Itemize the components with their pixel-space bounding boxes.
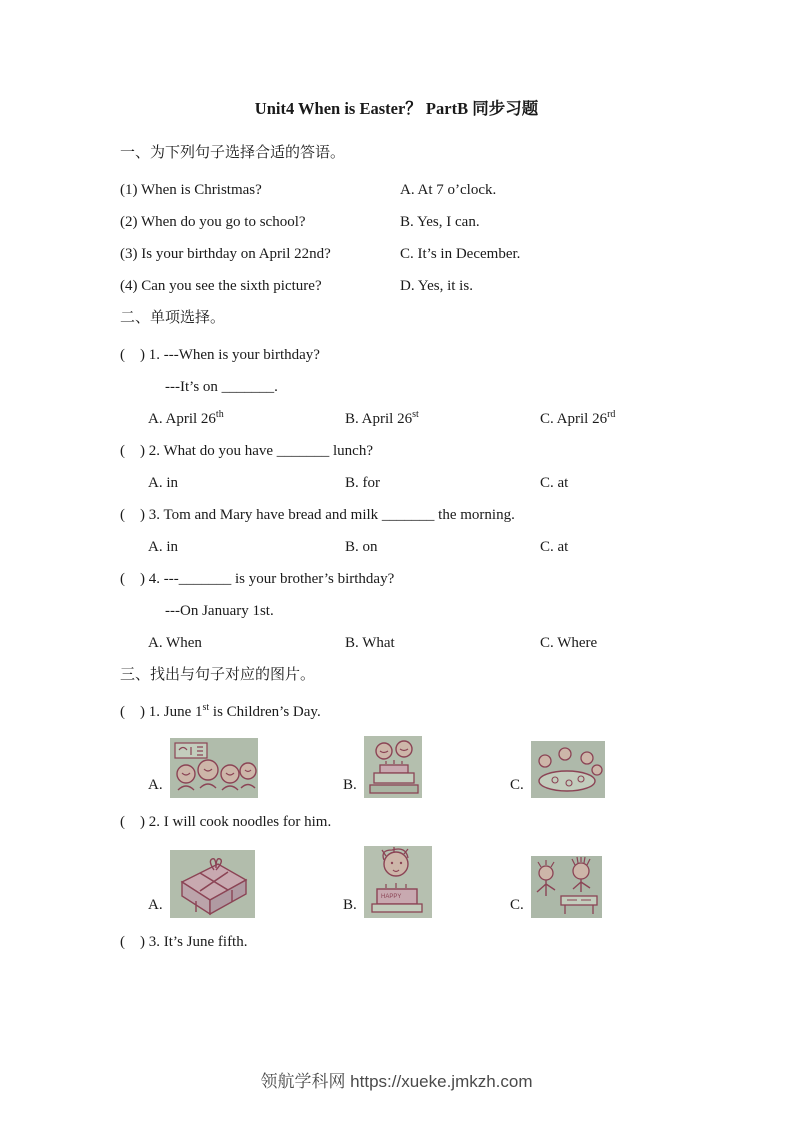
- picture-choice-b: [343, 736, 422, 798]
- mc-question-stem: ( ) 1. ---When is your birthday?: [120, 347, 320, 363]
- site-footer: 领航学科网 https://xueke.jmkzh.com: [260, 1072, 533, 1091]
- ordinal-superscript: th: [215, 409, 224, 420]
- option-b: B. What: [345, 635, 395, 651]
- picture-choice-b: [343, 846, 432, 918]
- worksheet-content: [120, 143, 738, 953]
- option-c: C. at: [540, 475, 569, 491]
- family-at-table-image: [531, 741, 605, 798]
- qa-row: [120, 180, 738, 201]
- answer-option: B. Yes, I can.: [400, 214, 480, 230]
- gift-box-image: [170, 850, 255, 918]
- picture-choice-row: [120, 734, 738, 798]
- mc-question-stem: ( ) 2. What do you have _______ lunch?: [120, 443, 374, 459]
- question-text: (1) When is Christmas?: [120, 182, 262, 198]
- option-c: C. at: [540, 539, 569, 555]
- ordinal-superscript: st: [202, 702, 210, 713]
- section-two-heading: 二、单项选择。: [120, 310, 226, 326]
- picture-question-stem: ( ) 2. I will cook noodles for him.: [120, 814, 332, 830]
- question-text: (4) Can you see the sixth picture?: [120, 278, 322, 294]
- picture-label: B.: [343, 777, 357, 793]
- answer-option: A. At 7 o’clock.: [400, 182, 497, 198]
- option-a: A. April 26th: [148, 409, 224, 427]
- picture-label: A.: [148, 777, 163, 793]
- picture-choice-c: [510, 856, 602, 918]
- mc-options-row: [148, 473, 738, 494]
- picture-label: A.: [148, 897, 163, 913]
- option-a: A. When: [148, 635, 202, 651]
- option-a: A. in: [148, 539, 178, 555]
- mc-options-row: [148, 633, 738, 654]
- mc-options-row: [148, 537, 738, 558]
- mc-question-stem: ( ) 3. Tom and Mary have bread and milk _______ the morning.: [120, 507, 515, 523]
- picture-question-stem: ( ) 1. June 1st is Children’s Day.: [120, 702, 321, 720]
- option-b: B. on: [345, 539, 378, 555]
- picture-choice-c: [510, 741, 605, 798]
- picture-question-stem: ( ) 3. It’s June fifth.: [120, 934, 248, 950]
- svg-text:HAPPY: HAPPY: [380, 894, 402, 900]
- picture-label: C.: [510, 777, 524, 793]
- option-b: B. for: [345, 475, 380, 491]
- answer-option: D. Yes, it is.: [400, 278, 473, 294]
- mc-question-stem: ( ) 4. ---_______ is your brother’s birthday?: [120, 571, 395, 587]
- girl-with-cake-image: [364, 846, 432, 918]
- ordinal-superscript: rd: [607, 409, 616, 420]
- picture-label: C.: [510, 897, 524, 913]
- kids-birthday-cake-image: [364, 736, 422, 798]
- page-title: Unit4 When is Easter？ PartB 同步习题: [254, 99, 539, 118]
- option-c: C. Where: [540, 635, 598, 651]
- picture-choice-row: [120, 844, 738, 918]
- mc-options-row: [148, 409, 738, 430]
- question-text: (3) Is your birthday on April 22nd?: [120, 246, 331, 262]
- option-c: C. April 26rd: [540, 409, 616, 427]
- section-one-heading: 一、为下列句子选择合适的答语。: [120, 145, 346, 161]
- question-text: (2) When do you go to school?: [120, 214, 306, 230]
- picture-choice-a: [148, 738, 258, 798]
- mc-question-stem-line2: ---On January 1st.: [165, 603, 274, 619]
- qa-row: [120, 276, 738, 297]
- picture-label: B.: [343, 897, 357, 913]
- option-a: A. in: [148, 475, 178, 491]
- children-crowd-image: [170, 738, 258, 798]
- two-people-writing-image: [531, 856, 602, 918]
- picture-choice-a: [148, 850, 255, 918]
- ordinal-superscript: st: [412, 409, 419, 420]
- answer-option: C. It’s in December.: [400, 246, 521, 262]
- section-three-heading: 三、找出与句子对应的图片。: [120, 667, 316, 683]
- qa-row: [120, 212, 738, 233]
- mc-question-stem-line2: ---It’s on _______.: [165, 379, 278, 395]
- option-b: B. April 26st: [345, 409, 419, 427]
- qa-row: [120, 244, 738, 265]
